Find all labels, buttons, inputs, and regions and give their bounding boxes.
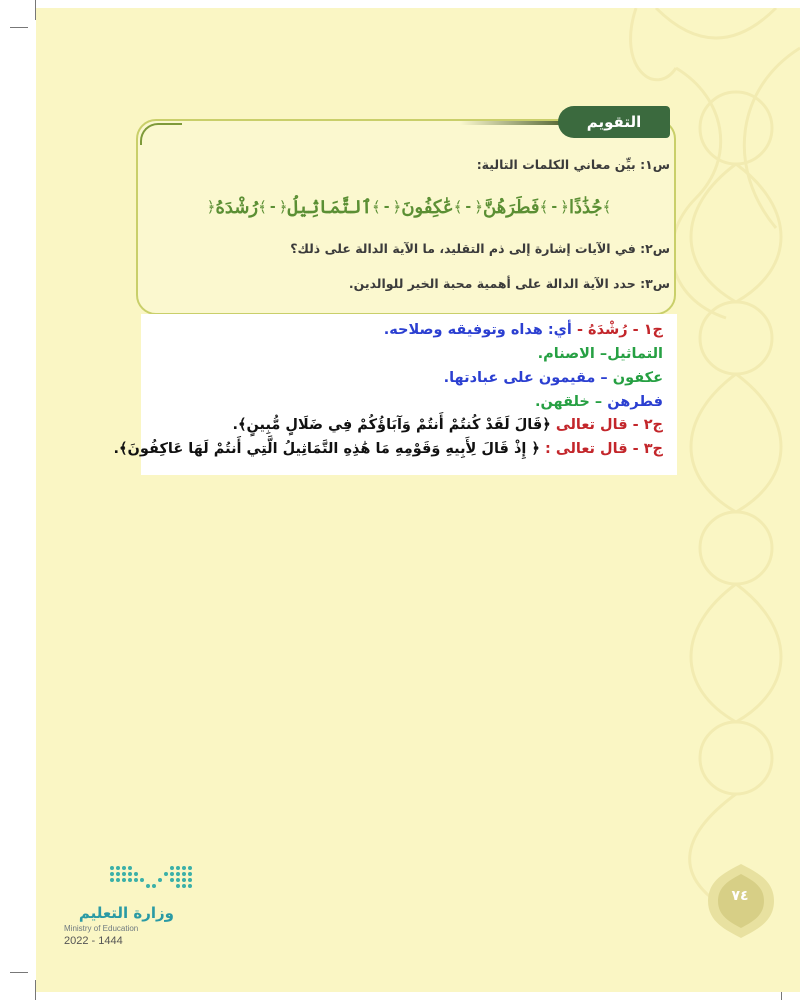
term: عكفون <box>612 370 663 386</box>
answer-1-item-2 <box>538 346 663 362</box>
answer-3-verse: ﴿ إِذْ قَالَ لِأَبِيهِ وَقَوْمِهِ مَا هَٰذِهِ التَّمَاثِيلُ الَّتِي أَنتُمْ لَهَا عَاكِفُونَ﴾. <box>113 441 540 457</box>
meaning: – الاصنام. <box>537 346 608 362</box>
bracket: ﴾ <box>602 198 612 216</box>
separator: - <box>465 199 472 215</box>
meaning: – خلقهن. <box>534 394 603 410</box>
section-tab-label: التقويم <box>586 113 642 131</box>
ministry-name-english: Ministry of Education <box>64 924 139 933</box>
separator: - <box>269 199 276 215</box>
answer-1-item-4 <box>535 394 663 410</box>
bracket: ﴿ <box>278 198 288 216</box>
answer-3-prefix: ج٣ - قال تعالى : <box>544 441 663 457</box>
separator: - <box>383 199 390 215</box>
quranic-words <box>170 193 648 221</box>
ministry-name-arabic: وزارة التعليم <box>78 904 174 922</box>
answers-panel <box>113 314 677 475</box>
box-accent-line <box>140 123 182 145</box>
bracket: ﴾ <box>258 198 267 216</box>
answer-2-prefix: ج٢ - قال تعالى <box>555 417 663 433</box>
meaning: – مقيمون على عبادتها. <box>443 370 608 386</box>
bracket: ﴾ <box>539 198 549 216</box>
bracket: ﴾ <box>371 198 381 216</box>
answer-2-verse: ﴿قَالَ لَقَدْ كُنتُمْ أَنتُمْ وَآبَاؤُكُمْ فِي ضَلَالٍ مُّبِينٍ﴾. <box>232 417 551 433</box>
page-number: ٧٤ <box>731 888 749 904</box>
answer-1-item-3 <box>444 370 663 386</box>
bracket: ﴾ <box>453 198 463 216</box>
answer-1-prefix: ج١ - رُشْدَهُ - <box>576 322 663 338</box>
question-2: س٢: في الآيات إشارة إلى ذم التقليد، ما الآية الدالة على ذلك؟ <box>290 241 670 256</box>
answer-3 <box>114 441 663 457</box>
crop-mark <box>10 972 28 973</box>
word-3: عَٰكِفُونَ <box>401 196 454 218</box>
word-2: ٱلتَّمَاثِيلُ <box>287 196 372 218</box>
ministry-logo-icon <box>106 862 198 898</box>
separator: - <box>551 199 558 215</box>
word-4: فَطَرَهُنَّ <box>483 196 540 218</box>
crop-mark <box>10 27 28 28</box>
answer-1 <box>384 322 663 338</box>
section-tab <box>558 106 670 138</box>
question-3: س٣: حدد الآية الدالة على أهمية محبة الخير للوالدين. <box>348 276 670 291</box>
word-5: جُذَٰذًا <box>568 196 603 218</box>
word-1: رُشْدَهُ <box>215 196 259 218</box>
academic-year: 2022 - 1444 <box>64 935 123 947</box>
bracket: ﴿ <box>392 198 402 216</box>
answer-2 <box>232 417 663 433</box>
term: التماثيل <box>607 346 663 362</box>
bracket: ﴿ <box>206 198 216 216</box>
answer-1-text: أي: هداه وتوفيقه وصلاحه. <box>383 322 572 338</box>
bracket: ﴿ <box>474 198 484 216</box>
tab-tail <box>460 121 560 125</box>
question-1: س١: بيِّن معاني الكلمات التالية: <box>476 157 670 172</box>
term: فطرهن <box>607 394 663 410</box>
bracket: ﴿ <box>560 198 569 216</box>
